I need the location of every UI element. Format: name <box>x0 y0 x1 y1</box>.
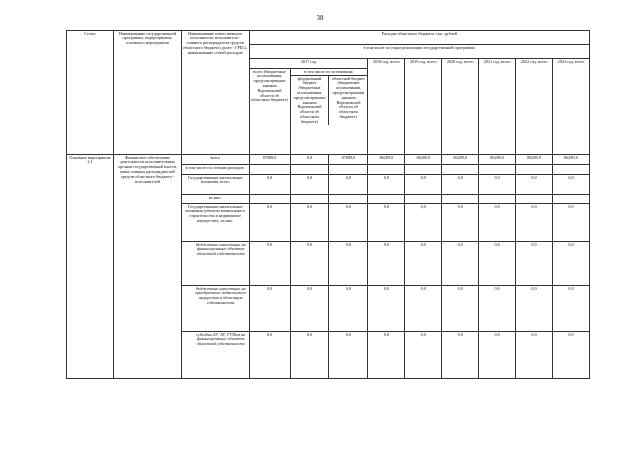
row-value: 0,0 <box>516 204 553 242</box>
row-value: 0,0 <box>329 332 368 379</box>
row-value: 0,0 <box>479 332 516 379</box>
row-value: 0,0 <box>368 204 405 242</box>
budget-table <box>66 30 590 379</box>
row-value: 0,0 <box>405 332 442 379</box>
row-value: 0,0 <box>552 286 589 332</box>
activity-status: Основное мероприятие 2.1 <box>67 155 114 379</box>
row-label: бюджетные инвестиции на приобретение недвижимого имущества в областную собственность <box>181 286 249 332</box>
header-regional: областной бюджет (бюджетные ассигнования, предусмотренные законом Воронежской области об областном бюджете) <box>331 75 365 119</box>
row-value: 0,0 <box>516 242 553 286</box>
row-value: 0,0 <box>552 332 589 379</box>
row-value: 86289,0 <box>368 155 405 165</box>
row-value: 0,0 <box>249 286 290 332</box>
header-program-name: Наименование государственной программы, подпрограммы, основного мероприятия <box>114 31 182 155</box>
row-value: 0,0 <box>479 175 516 195</box>
header-year-2020: 2020 год, всего <box>442 59 479 155</box>
row-value <box>290 165 329 175</box>
row-value: 0,0 <box>329 286 368 332</box>
row-value: 0,0 <box>552 242 589 286</box>
row-value: 0,0 <box>249 332 290 379</box>
header-federal: федеральный бюджет (бюджетные ассигнования, предусмотренные законом Воронежской области об областном бюджете) <box>291 76 330 125</box>
header-year-2023: 2023 год, всего <box>552 59 589 155</box>
row-value: 0,0 <box>479 204 516 242</box>
row-value: 0,0 <box>552 204 589 242</box>
row-value <box>442 165 479 175</box>
row-value <box>442 195 479 204</box>
row-value: 0,0 <box>516 175 553 195</box>
row-label: Государственные капитальные вложения, всего <box>181 175 249 195</box>
row-value: 0,0 <box>405 242 442 286</box>
row-value: 86289,0 <box>552 155 589 165</box>
row-value: 0,0 <box>442 242 479 286</box>
header-by-years: в том числе по годам реализации государственной программы <box>249 45 590 59</box>
row-value: 0,0 <box>442 175 479 195</box>
header-status: Статус <box>67 31 114 155</box>
row-value <box>329 165 368 175</box>
row-value: 86289,0 <box>516 155 553 165</box>
row-value: 0,0 <box>442 286 479 332</box>
row-value: 0,0 <box>479 242 516 286</box>
row-value <box>552 195 589 204</box>
row-value: 0,0 <box>290 332 329 379</box>
row-value: 0,0 <box>329 242 368 286</box>
row-value <box>516 165 553 175</box>
table-row <box>67 155 590 165</box>
row-value: 87689,0 <box>249 155 290 165</box>
row-value: 87689,0 <box>329 155 368 165</box>
header-total-2017: всего (бюджетные ассигнования, предусмотренные законом Воронежской области об областном бюджете) <box>249 69 290 155</box>
row-value <box>249 195 290 204</box>
header-sources <box>290 69 368 155</box>
row-value: 0,0 <box>405 286 442 332</box>
header-executor: Наименование ответственного исполнителя, исполнителя - главного распорядителя средств областного бюджета (далее - ГРБС), наименование статей расходов <box>181 31 249 155</box>
row-value: 0,0 <box>442 332 479 379</box>
row-value: 0,0 <box>368 175 405 195</box>
row-label: Государственные капитальные вложения (объекты капитального строительства и недвижимое имущество), из них: <box>181 204 249 242</box>
row-value <box>552 165 589 175</box>
row-value: 0,0 <box>516 286 553 332</box>
row-value: 0,0 <box>479 286 516 332</box>
row-value: 0,0 <box>329 204 368 242</box>
row-label: в том числе по статьям расходов: <box>181 165 249 175</box>
row-value: 86289,0 <box>442 155 479 165</box>
header-year-2021: 2021 год, всего <box>479 59 516 155</box>
activity-name: Финансовое обеспечение деятельности исполнительных органов государственной власти, иных главных распорядителей средств областного бюджета - исполнителей <box>114 155 182 379</box>
row-value: 0,0 <box>552 175 589 195</box>
row-value: 0,0 <box>368 286 405 332</box>
row-value <box>290 195 329 204</box>
row-value: 0,0 <box>290 286 329 332</box>
row-value: 0,0 <box>516 332 553 379</box>
row-value: 0,0 <box>405 175 442 195</box>
row-value: 0,0 <box>442 204 479 242</box>
row-value: 0,0 <box>290 242 329 286</box>
row-value <box>368 165 405 175</box>
page-number: 38 <box>316 14 324 22</box>
row-value <box>329 195 368 204</box>
row-label: всего <box>181 155 249 165</box>
row-value <box>405 165 442 175</box>
row-value <box>516 195 553 204</box>
row-value <box>368 195 405 204</box>
row-label: из них: <box>181 195 249 204</box>
row-value <box>405 195 442 204</box>
header-year-2018: 2018 год, всего <box>368 59 405 155</box>
row-value: 0,0 <box>405 204 442 242</box>
row-value: 0,0 <box>329 175 368 195</box>
header-year-2019: 2019 год, всего <box>405 59 442 155</box>
row-label: субсидии БУ, АУ, ГУПам на финансирование объектов областной собственности <box>181 332 249 379</box>
row-value: 0,0 <box>290 204 329 242</box>
header-including: в том числе по источникам: <box>291 69 368 76</box>
row-value: 0,0 <box>290 155 329 165</box>
row-value: 0,0 <box>368 332 405 379</box>
row-value: 0,0 <box>249 175 290 195</box>
header-year-2017: 2017 год <box>249 59 368 69</box>
row-value <box>249 165 290 175</box>
row-value <box>479 165 516 175</box>
row-value: 0,0 <box>249 204 290 242</box>
row-value: 0,0 <box>368 242 405 286</box>
row-value: 0,0 <box>290 175 329 195</box>
row-value <box>479 195 516 204</box>
row-value: 0,0 <box>249 242 290 286</box>
row-value: 86289,0 <box>405 155 442 165</box>
header-year-2022: 2022 год, всего <box>516 59 553 155</box>
row-value: 86289,0 <box>479 155 516 165</box>
row-label: бюджетные инвестиции на финансирование объектов областной собственности <box>181 242 249 286</box>
header-expenses: Расходы областного бюджета, тыс. рублей <box>249 31 590 45</box>
